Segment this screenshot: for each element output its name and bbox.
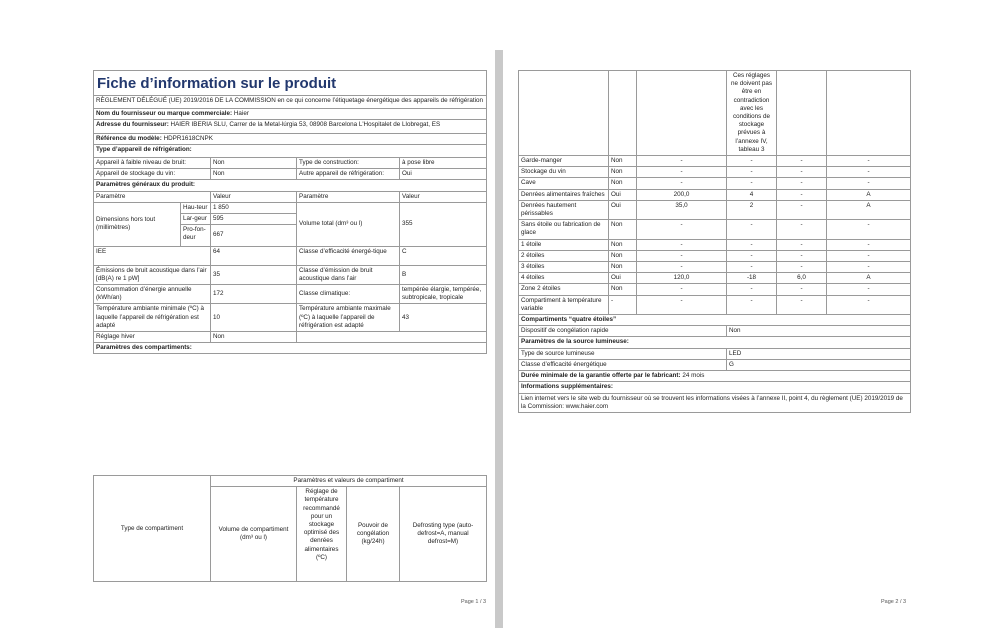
compartment-defrost: A [827, 200, 911, 219]
compartment-name: Cave [519, 178, 609, 189]
model-row: Référence du modèle: HDPR1618CNPK [94, 133, 487, 144]
low-noise-value: Non [211, 158, 297, 169]
compartment-present: Non [609, 239, 637, 250]
rapid-freeze-label: Dispositif de congélation rapide [519, 326, 727, 337]
compartment-temp: - [727, 220, 777, 239]
compartment-row [519, 250, 911, 261]
compartment-row [519, 200, 911, 219]
iee-label: IEE [94, 246, 211, 265]
compartment-row [519, 156, 911, 167]
compartment-present: Non [609, 156, 637, 167]
compartment-freeze: - [777, 250, 827, 261]
warranty-label: Durée minimale de la garantie offerte par le fabricant: [521, 372, 681, 380]
width-value: 595 [211, 214, 297, 225]
max-temp-value: 43 [400, 304, 487, 332]
warranty-value: 24 mois [682, 372, 705, 380]
comp-group-header: Paramètres et valeurs de compartiment [211, 476, 487, 487]
comp-freeze-header: Pouvoir de congélation (kg/24h) [347, 487, 400, 582]
compartment-defrost: - [827, 167, 911, 178]
compartment-defrost: A [827, 273, 911, 284]
compartment-name: 4 étoiles [519, 273, 609, 284]
compartment-row [519, 167, 911, 178]
comp-volume-header: Volume de compartiment (dm³ ou l) [211, 487, 297, 582]
col-value-1: Valeur [211, 191, 297, 202]
winter-label: Réglage hiver [94, 332, 211, 343]
compartment-present: Oui [609, 273, 637, 284]
consumption-value: 172 [211, 285, 297, 304]
wine-label: Appareil de stockage du vin: [94, 169, 211, 180]
compartment-freeze: - [777, 220, 827, 239]
supplier-name: Haier [233, 110, 249, 118]
compartment-volume: - [637, 250, 727, 261]
compartment-defrost: - [827, 295, 911, 314]
general-heading: Paramètres généraux du produit: [94, 180, 487, 191]
compartment-name: Zone 2 étoiles [519, 284, 609, 295]
min-temp-label: Température ambiante minimale (ºC) à laquelle l’appareil de réfrigération est adapté [94, 304, 211, 332]
compartment-defrost: - [827, 156, 911, 167]
compartment-name: Sans étoile ou fabrication de glace [519, 220, 609, 239]
construction-value: à pose libre [400, 158, 487, 169]
additional-heading: Informations supplémentaires: [519, 382, 911, 393]
col-param-1: Paramètre [94, 191, 211, 202]
compartment-freeze: - [777, 156, 827, 167]
compartment-temp: - [727, 239, 777, 250]
compartment-name: Compartiment à température variable [519, 295, 609, 314]
supplier-address: HAIER IBERIA SLU, Carrer de la Metal-lúrgia 53, 08908 Barcelona L'Hospitalet de Llobregat, ES [170, 121, 441, 129]
compartment-defrost: A [827, 189, 911, 200]
compartment-temp: 4 [727, 189, 777, 200]
compartment-volume: 120,0 [637, 273, 727, 284]
compartment-freeze: - [777, 167, 827, 178]
page-number-1: Page 1 / 3 [461, 599, 487, 605]
rapid-freeze-value: Non [727, 326, 911, 337]
page-number-2: Page 2 / 3 [881, 599, 907, 605]
compartment-present: Non [609, 284, 637, 295]
compartment-temp: - [727, 284, 777, 295]
compartment-freeze: - [777, 178, 827, 189]
storage-conditions-note: Ces réglages ne doivent pas être en contradiction avec les conditions de stockage prévues à l’annexe IV, tableau 3 [727, 71, 777, 156]
compartment-name: 2 étoiles [519, 250, 609, 261]
low-noise-label: Appareil à faible niveau de bruit: [94, 158, 211, 169]
compartment-volume: 35,0 [637, 200, 727, 219]
energy-class-value: C [400, 246, 487, 265]
compartment-name: Denrées hautement périssables [519, 200, 609, 219]
light-class-label: Classe d’efficacité énergétique [519, 359, 727, 370]
product-info-table [93, 70, 487, 354]
volume-label: Volume total (dm³ ou l) [297, 202, 400, 246]
light-type-value: LED [727, 348, 911, 359]
compartment-volume: 200,0 [637, 189, 727, 200]
comp-temp-header: Réglage de température recommandé pour un stockage optimisé des denrées alimentaires (ºC) [297, 487, 347, 582]
noise-value: 35 [211, 265, 297, 284]
regulation-text: RÈGLEMENT DÉLÉGUÉ (UE) 2019/2016 DE LA COMMISSION en ce qui concerne l’étiquetage énergétique des appareils de réfrigération [94, 96, 487, 109]
compartments-heading: Paramètres des compartiments: [94, 343, 487, 354]
climate-label: Classe climatique: [297, 285, 400, 304]
iee-value: 64 [211, 246, 297, 265]
compartment-name: Stockage du vin [519, 167, 609, 178]
compartment-defrost: - [827, 220, 911, 239]
volume-value: 355 [400, 202, 487, 246]
compartment-volume: - [637, 239, 727, 250]
compartment-freeze: - [777, 200, 827, 219]
col-value-2: Valeur [400, 191, 487, 202]
compartment-defrost: - [827, 250, 911, 261]
noise-class-label: Classe d’émission de bruit acoustique dans l’air [297, 265, 400, 284]
consumption-label: Consommation d’énergie annuelle (kWh/an) [94, 285, 211, 304]
light-class-value: G [727, 359, 911, 370]
compartment-temp: -18 [727, 273, 777, 284]
additional-text: Lien internet vers le site web du fournisseur où se trouvent les informations visées à l’annexe II, point 4, du règlement (UE) 2019/2019 de la Commission: www.haier.com [519, 393, 911, 412]
compartment-row [519, 284, 911, 295]
compartment-defrost: - [827, 284, 911, 295]
compartment-temp: - [727, 156, 777, 167]
compartment-name: Denrées alimentaires fraîches [519, 189, 609, 200]
compartment-present: Non [609, 178, 637, 189]
compartment-temp: - [727, 250, 777, 261]
compartment-volume: - [637, 284, 727, 295]
compartment-row [519, 220, 911, 239]
comp-defrost-header: Defrosting type (auto-defrost=A, manual defrost=M) [400, 487, 487, 582]
four-star-heading: Compartiments “quatre étoiles” [519, 315, 911, 326]
compartment-present: Oui [609, 189, 637, 200]
compartment-name: 1 étoile [519, 239, 609, 250]
compartment-volume: - [637, 167, 727, 178]
warranty-row [519, 371, 911, 382]
page-title: Fiche d’information sur le produit [94, 71, 487, 96]
height-value: 1 850 [211, 202, 297, 213]
compartment-temp: 2 [727, 200, 777, 219]
compartment-row [519, 178, 911, 189]
compartment-present: - [609, 295, 637, 314]
depth-label: Pro-fon-deur [181, 225, 211, 246]
light-type-label: Type de source lumineuse [519, 348, 727, 359]
compartment-freeze: 6,0 [777, 273, 827, 284]
compartment-name: 3 étoiles [519, 262, 609, 273]
compartment-temp: - [727, 295, 777, 314]
other-appliance-value: Oui [400, 169, 487, 180]
compartment-freeze: - [777, 295, 827, 314]
max-temp-label: Température ambiante maximale (ºC) à laquelle l’appareil de réfrigération est adapté [297, 304, 400, 332]
wine-value: Non [211, 169, 297, 180]
depth-value: 667 [211, 225, 297, 246]
height-label: Hau-teur [181, 202, 211, 213]
compartment-row [519, 262, 911, 273]
compartment-freeze: - [777, 284, 827, 295]
climate-value: tempérée élargie, tempérée, subtropicale, tropicale [400, 285, 487, 304]
compartment-temp: - [727, 167, 777, 178]
other-appliance-label: Autre appareil de réfrigération: [297, 169, 400, 180]
compartment-present: Oui [609, 200, 637, 219]
compartment-row [519, 239, 911, 250]
compartment-volume: - [637, 262, 727, 273]
compartment-temp: - [727, 178, 777, 189]
compartment-header-table [93, 475, 487, 582]
model-reference: HDPR1618CNPK [163, 134, 213, 142]
compartment-table-continued [518, 70, 911, 413]
compartment-freeze: - [777, 239, 827, 250]
type-heading: Type d’appareil de réfrigération: [94, 144, 487, 157]
compartment-present: Non [609, 220, 637, 239]
noise-label: Émissions de bruit acoustique dans l’air [dB(A) re 1 pW] [94, 265, 211, 284]
compartment-volume: - [637, 295, 727, 314]
compartment-row [519, 295, 911, 314]
page-2 [503, 50, 994, 628]
col-param-2: Paramètre [297, 191, 400, 202]
noise-class-value: B [400, 265, 487, 284]
page-divider [495, 50, 503, 628]
dimensions-label: Dimensions hors tout (millimètres) [94, 202, 181, 246]
page-1 [0, 50, 495, 628]
supplier-name-row: Nom du fournisseur ou marque commerciale: Haier [94, 109, 487, 120]
compartment-temp: - [727, 262, 777, 273]
compartment-freeze: - [777, 189, 827, 200]
compartment-row [519, 273, 911, 284]
compartment-freeze: - [777, 262, 827, 273]
light-heading: Paramètres de la source lumineuse: [519, 337, 911, 348]
compartment-defrost: - [827, 178, 911, 189]
compartment-present: Non [609, 262, 637, 273]
width-label: Lar-geur [181, 214, 211, 225]
compartment-volume: - [637, 178, 727, 189]
compartment-row [519, 189, 911, 200]
compartment-name: Garde-manger [519, 156, 609, 167]
construction-label: Type de construction: [297, 158, 400, 169]
winter-value: Non [211, 332, 297, 343]
compartment-volume: - [637, 156, 727, 167]
compartment-present: Non [609, 250, 637, 261]
energy-class-label: Classe d’efficacité énergé-tique [297, 246, 400, 265]
compartment-volume: - [637, 220, 727, 239]
compartment-defrost: - [827, 239, 911, 250]
comp-type-header: Type de compartiment [94, 476, 211, 582]
supplier-address-row: Adresse du fournisseur: HAIER IBERIA SLU, Carrer de la Metal-lúrgia 53, 08908 Barcelona L'Hospitalet de Llobregat, ES [94, 120, 487, 133]
compartment-present: Non [609, 167, 637, 178]
min-temp-value: 10 [211, 304, 297, 332]
compartment-defrost: - [827, 262, 911, 273]
